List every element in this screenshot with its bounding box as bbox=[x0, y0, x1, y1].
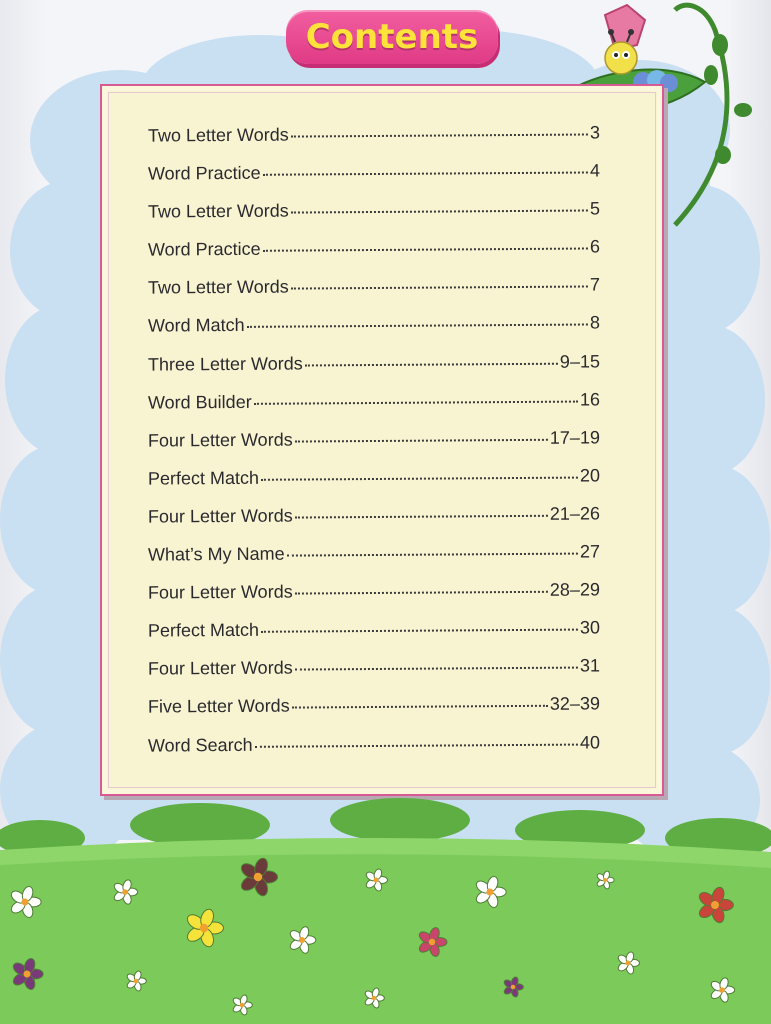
toc-entry bbox=[148, 389, 600, 430]
toc-entry-page: 5 bbox=[589, 198, 601, 219]
toc-entry-page: 40 bbox=[579, 731, 601, 753]
toc-entry-title: Word Search bbox=[147, 734, 253, 756]
dot-leader bbox=[291, 133, 588, 138]
dot-leader bbox=[291, 285, 588, 290]
toc-entry-title: Four Letter Words bbox=[147, 505, 293, 527]
toc-entry bbox=[148, 275, 600, 316]
daisy-icon-field bbox=[0, 850, 771, 1024]
toc-entry bbox=[148, 237, 600, 278]
toc-entry-title: Two Letter Words bbox=[147, 276, 289, 298]
dot-leader bbox=[295, 590, 548, 595]
daisy-icon bbox=[417, 926, 447, 957]
dot-leader bbox=[295, 666, 578, 671]
dot-leader bbox=[261, 475, 578, 480]
dot-leader bbox=[254, 399, 578, 404]
toc-entry bbox=[148, 580, 600, 621]
toc-entry bbox=[148, 732, 600, 773]
contents-title-badge bbox=[286, 10, 498, 64]
toc-entry-page: 30 bbox=[579, 617, 601, 638]
toc-entry bbox=[148, 656, 600, 697]
toc-entry-title: Word Builder bbox=[147, 391, 252, 413]
toc-entry-title: Two Letter Words bbox=[147, 200, 289, 222]
toc-entry bbox=[148, 541, 600, 582]
toc-entry-title: What’s My Name bbox=[147, 543, 285, 565]
daisy-icon bbox=[697, 886, 734, 924]
toc-entry-title: Perfect Match bbox=[147, 620, 260, 641]
page-title: Contents bbox=[305, 17, 479, 57]
dot-leader bbox=[287, 552, 578, 557]
toc-entry-page: 6 bbox=[589, 236, 601, 257]
toc-entry bbox=[148, 427, 600, 468]
toc-entry-title: Word Practice bbox=[147, 239, 261, 260]
toc-entry-page: 32–39 bbox=[549, 693, 601, 715]
toc-entry bbox=[148, 351, 600, 392]
toc-entry-page: 28–29 bbox=[549, 579, 601, 600]
toc-entry-title: Perfect Match bbox=[147, 467, 260, 489]
daisy-icon bbox=[11, 957, 43, 991]
toc-entry-page: 8 bbox=[589, 312, 601, 333]
toc-entry-page: 31 bbox=[579, 655, 601, 676]
toc-entry bbox=[148, 313, 600, 354]
dot-leader bbox=[255, 742, 578, 747]
dot-leader bbox=[263, 171, 588, 176]
dot-leader bbox=[292, 704, 548, 709]
toc-entry bbox=[148, 122, 600, 163]
daisy-icon bbox=[126, 970, 147, 992]
toc-entry-page: 16 bbox=[579, 389, 601, 410]
toc-entry-page: 7 bbox=[589, 274, 601, 295]
daisy-icon bbox=[710, 977, 735, 1003]
toc-entry bbox=[148, 161, 600, 202]
toc-entry bbox=[148, 465, 600, 506]
daisy-icon bbox=[474, 875, 506, 909]
toc-entry bbox=[148, 199, 600, 240]
daisy-icon bbox=[596, 870, 614, 889]
toc-entry-page: 17–19 bbox=[549, 427, 601, 448]
daisy-icon bbox=[239, 857, 278, 898]
dot-leader bbox=[295, 514, 548, 519]
toc-entry bbox=[148, 618, 600, 659]
dot-leader bbox=[305, 361, 558, 366]
dot-leader bbox=[291, 209, 588, 214]
daisy-icon bbox=[617, 951, 640, 975]
toc-entry bbox=[148, 503, 600, 544]
daisy-icon bbox=[113, 879, 138, 905]
table-of-contents bbox=[148, 124, 600, 772]
toc-entry-page: 21–26 bbox=[549, 503, 601, 524]
toc-entry-title: Word Practice bbox=[147, 162, 261, 184]
toc-entry-page: 9–15 bbox=[559, 350, 601, 372]
daisy-icon bbox=[365, 868, 388, 892]
daisy-icon bbox=[288, 926, 315, 955]
dot-leader bbox=[263, 247, 588, 252]
daisy-icon bbox=[9, 885, 41, 919]
toc-entry bbox=[148, 694, 600, 735]
toc-entry-title: Word Match bbox=[147, 315, 245, 337]
toc-entry-title: Four Letter Words bbox=[147, 429, 293, 451]
toc-entry-page: 3 bbox=[589, 122, 601, 143]
dot-leader bbox=[261, 628, 578, 633]
daisy-icon bbox=[364, 987, 385, 1009]
toc-entry-title: Five Letter Words bbox=[147, 695, 290, 717]
toc-entry-page: 27 bbox=[579, 541, 601, 562]
contents-board bbox=[100, 84, 664, 796]
dot-leader bbox=[295, 438, 548, 443]
toc-entry-title: Four Letter Words bbox=[147, 581, 293, 603]
toc-entry-page: 4 bbox=[589, 160, 601, 181]
daisy-icon bbox=[232, 994, 253, 1016]
toc-entry-title: Two Letter Words bbox=[147, 124, 289, 146]
toc-entry-page: 20 bbox=[579, 465, 601, 486]
dot-leader bbox=[247, 323, 588, 328]
toc-entry-title: Four Letter Words bbox=[147, 657, 293, 679]
daisy-icon bbox=[185, 908, 224, 949]
toc-entry-title: Three Letter Words bbox=[147, 353, 303, 375]
daisy-icon bbox=[503, 976, 524, 998]
